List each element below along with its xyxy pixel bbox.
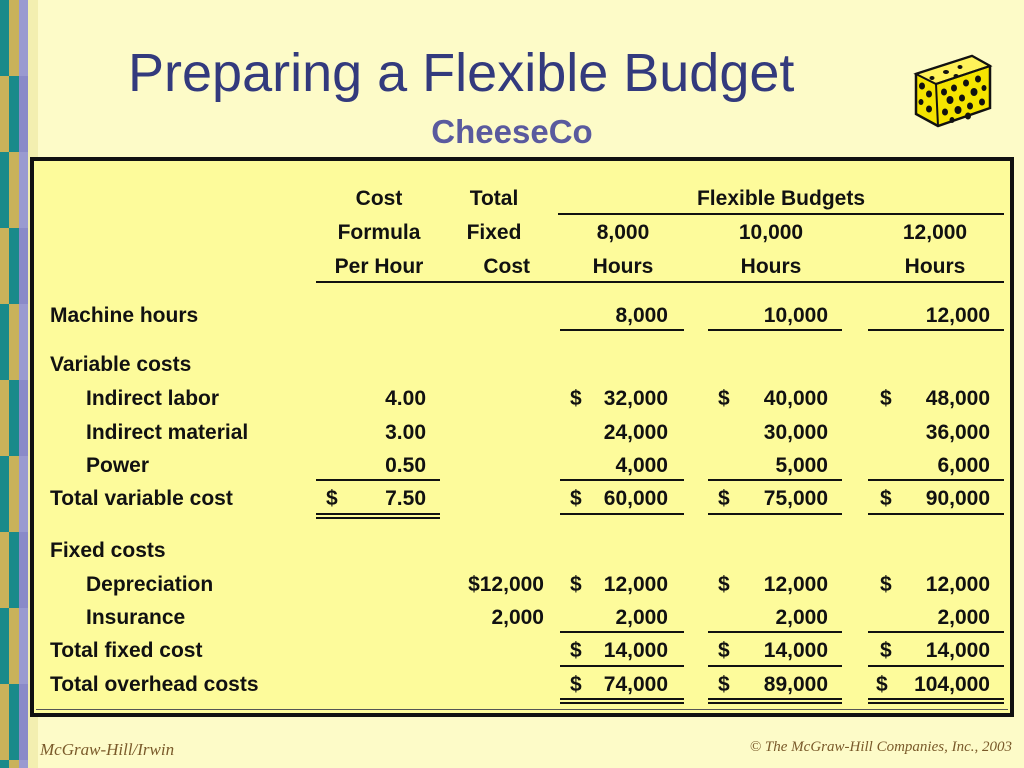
power-12000: 6,000	[937, 454, 990, 477]
section-fixed-costs: Fixed costs	[50, 539, 166, 562]
rule	[708, 665, 842, 667]
total-overhead-8000: 74,000	[603, 673, 668, 696]
header-bottom-rule	[316, 281, 1004, 283]
double-rule	[560, 698, 684, 700]
insurance-10000: 2,000	[775, 606, 828, 629]
double-rule	[316, 513, 440, 515]
rule	[868, 665, 1004, 667]
insurance-12000: 2,000	[937, 606, 990, 629]
double-rule	[868, 698, 1004, 700]
header-underline	[558, 213, 1004, 215]
dollar-sign: $	[718, 639, 730, 662]
slide-subtitle: CheeseCo	[431, 113, 593, 150]
row-indirect-material-label: Indirect material	[86, 421, 249, 444]
rule	[560, 513, 684, 515]
dollar-sign: $	[570, 639, 582, 662]
row-total-overhead-label: Total overhead costs	[50, 673, 259, 696]
depreciation-10000: 12,000	[763, 573, 828, 596]
insurance-fixed: 2,000	[491, 606, 544, 629]
header-10000: 10,000	[738, 221, 804, 244]
depreciation-fixed: $12,000	[468, 573, 544, 596]
footer-publisher: McGraw-Hill/Irwin	[40, 740, 175, 759]
stripe-segment	[0, 0, 38, 76]
row-total-fixed-label: Total fixed cost	[50, 639, 203, 662]
dollar-sign: $	[570, 673, 582, 696]
rule	[560, 329, 684, 331]
footer-copyright: © The McGraw-Hill Companies, Inc., 2003	[749, 739, 1012, 755]
indirect-material-12000: 36,000	[925, 421, 990, 444]
rule	[708, 631, 842, 633]
indirect-labor-10000: 40,000	[763, 387, 828, 410]
indirect-material-10000: 30,000	[763, 421, 828, 444]
row-total-variable-label: Total variable cost	[50, 487, 233, 510]
machine-hours-10000: 10,000	[763, 304, 828, 327]
header-total-fixed-2: Fixed	[466, 221, 522, 244]
indirect-labor-12000: 48,000	[925, 387, 990, 410]
dollar-sign: $	[718, 673, 730, 696]
total-variable-8000: 60,000	[603, 487, 668, 510]
header-cost-formula-2: Formula	[337, 221, 421, 244]
cheese-icon	[912, 52, 994, 130]
header-cost-formula-1: Cost	[355, 187, 403, 210]
double-rule	[708, 702, 842, 704]
double-rule	[868, 702, 1004, 704]
dollar-sign: $	[718, 387, 730, 410]
indirect-material-formula: 3.00	[385, 421, 426, 444]
total-overhead-12000: 104,000	[914, 673, 990, 696]
rule	[708, 513, 842, 515]
row-depreciation-label: Depreciation	[86, 573, 214, 596]
stripe-segment	[0, 760, 38, 768]
rule	[316, 479, 440, 481]
row-insurance-label: Insurance	[86, 606, 186, 629]
dollar-sign: $	[326, 487, 338, 510]
header-cost-formula-3: Per Hour	[334, 255, 424, 278]
depreciation-8000: 12,000	[603, 573, 668, 596]
header-total-fixed-3: Cost	[483, 255, 530, 278]
header-8000-hours: Hours	[592, 255, 654, 278]
power-8000: 4,000	[615, 454, 668, 477]
double-rule	[560, 702, 684, 704]
indirect-material-8000: 24,000	[603, 421, 668, 444]
depreciation-12000: 12,000	[925, 573, 990, 596]
indirect-labor-formula: 4.00	[385, 387, 426, 410]
indirect-labor-8000: 32,000	[603, 387, 668, 410]
dollar-sign: $	[718, 573, 730, 596]
total-fixed-12000: 14,000	[925, 639, 990, 662]
rule	[708, 479, 842, 481]
flexible-budget-table	[34, 161, 1010, 713]
header-8000: 8,000	[596, 221, 650, 244]
dollar-sign: $	[570, 487, 582, 510]
insurance-8000: 2,000	[615, 606, 668, 629]
dollar-sign: $	[880, 487, 892, 510]
rule	[868, 329, 1004, 331]
total-overhead-10000: 89,000	[763, 673, 828, 696]
total-variable-12000: 90,000	[925, 487, 990, 510]
dollar-sign: $	[570, 387, 582, 410]
rule	[868, 479, 1004, 481]
dollar-sign: $	[570, 573, 582, 596]
rule	[868, 631, 1004, 633]
header-12000-hours: Hours	[904, 255, 966, 278]
budget-table-panel	[30, 157, 1014, 717]
rule	[560, 479, 684, 481]
dollar-sign: $	[880, 387, 892, 410]
rule	[708, 329, 842, 331]
machine-hours-8000: 8,000	[615, 304, 668, 327]
double-rule	[708, 698, 842, 700]
rule	[560, 631, 684, 633]
header-flexible-budgets: Flexible Budgets	[696, 187, 866, 210]
dollar-sign: $	[880, 573, 892, 596]
header-total-fixed-1: Total	[469, 187, 519, 210]
row-power-label: Power	[86, 454, 150, 477]
power-formula: 0.50	[385, 454, 426, 477]
power-10000: 5,000	[775, 454, 828, 477]
section-variable-costs: Variable costs	[50, 353, 192, 376]
row-machine-hours-label: Machine hours	[50, 304, 199, 327]
header-10000-hours: Hours	[740, 255, 802, 278]
row-indirect-labor-label: Indirect labor	[86, 387, 220, 410]
dollar-sign: $	[718, 487, 730, 510]
dollar-sign: $	[880, 639, 892, 662]
total-fixed-10000: 14,000	[763, 639, 828, 662]
header-12000: 12,000	[902, 221, 968, 244]
total-variable-formula: 7.50	[385, 487, 426, 510]
total-variable-10000: 75,000	[763, 487, 828, 510]
total-fixed-8000: 14,000	[603, 639, 668, 662]
rule	[868, 513, 1004, 515]
rule	[560, 665, 684, 667]
dollar-sign: $	[876, 673, 888, 696]
slide-title: Preparing a Flexible Budget	[128, 43, 795, 103]
machine-hours-12000: 12,000	[925, 304, 990, 327]
double-rule	[316, 517, 440, 519]
